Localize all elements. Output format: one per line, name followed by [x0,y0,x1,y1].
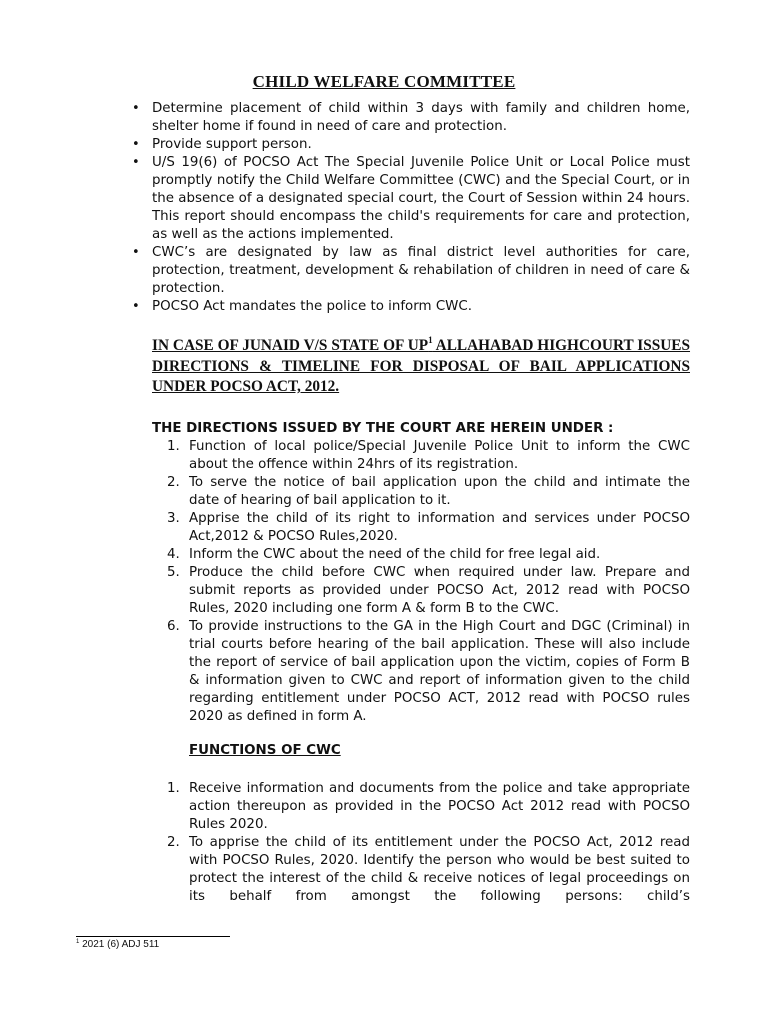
list-text: To apprise the child of its entitlement under the POCSO Act, 2012 read with POCSO Rules, 2020. Identify the person who would be best suited to protect the interest of the child & receive notices of legal proceedings on its behalf from amongst the following persons: child’s [189,835,690,904]
footnote-reference[interactable]: 1 [428,335,433,345]
list-text: Function of local police/Special Juvenile Police Unit to inform the CWC about the offence within 24hrs of its registration. [189,439,690,472]
bullet-item: • CWC’s are designated by law as final district level authorities for care, protection, treatment, development & rehabilation of children in need of care & protection. [152,244,690,298]
list-text: Inform the CWC about the need of the child for free legal aid. [189,547,601,562]
list-number: 1. [167,781,180,796]
list-number: 3. [167,511,180,526]
list-text: Apprise the child of its right to information and services under POCSO Act,2012 & POCSO Rules,2020. [189,511,690,544]
list-number: 6. [167,619,180,634]
footnote-mark: 1 [76,939,80,945]
list-item [167,474,690,510]
functions-list [167,780,690,906]
directions-list [167,438,690,726]
list-number: 4. [167,547,180,562]
list-text: To serve the notice of bail application upon the child and intimate the date of hearing of bail application to it. [189,475,690,508]
case-heading-part2: ALLAHABAD HIGHCOURT ISSUES DIRECTIONS & TIMELINE FOR DISPOSAL OF BAIL APPLICATIONS UNDER POCSO ACT, 2012. [152,337,691,395]
list-number: 1. [167,439,180,454]
list-number: 2. [167,835,180,850]
list-item [167,438,690,474]
functions-heading: FUNCTIONS OF CWC [189,743,341,758]
bullet-item: • POCSO Act mandates the police to inform CWC. [152,298,690,316]
footnote-separator [76,936,230,937]
bullet-item: • Provide support person. [152,136,690,154]
case-heading-part1: IN CASE OF JUNAID V/S STATE OF UP [152,337,429,354]
list-text: Receive information and documents from the police and take appropriate action thereupon as provided in the POCSO Act 2012 read with POCSO Rules 2020. [189,781,690,832]
list-item [167,834,690,906]
footnote-text: 2021 (6) ADJ 511 [79,939,160,950]
list-number: 5. [167,565,180,580]
directions-heading: THE DIRECTIONS ISSUED BY THE COURT ARE HEREIN UNDER : [152,421,614,436]
footnote [76,939,159,951]
cwc-bullet-list [152,100,690,316]
list-item [167,510,690,546]
list-item [167,780,690,834]
list-text: Produce the child before CWC when required under law. Prepare and submit reports as provided under POCSO Act, 2012 read with POCSO Rules, 2020 including one form A & form B to the CWC. [189,565,690,616]
bullet-item: • Determine placement of child within 3 days with family and children home, shelter home if found in need of care and protection. [152,100,690,136]
bullet-item: • U/S 19(6) of POCSO Act The Special Juvenile Police Unit or Local Police must promptly notify the Child Welfare Committee (CWC) and the Special Court, or in the absence of a designated special court, the Court of Session within 24 hours. This report should encompass the child's requirements for care and protection, as well as the actions implemented. [152,154,690,244]
list-item [167,618,690,726]
list-item [167,564,690,618]
page-title: CHILD WELFARE COMMITTEE [252,72,516,91]
list-number: 2. [167,475,180,490]
list-text: To provide instructions to the GA in the High Court and DGC (Criminal) in trial courts before hearing of the bail application. These will also include the report of service of bail application upon the victim, copies of Form B & information given to CWC and report of information given to the child regarding entitlement under POCSO ACT, 2012 read with POCSO rules 2020 as defined in form A. [189,619,690,724]
case-heading [152,336,690,398]
list-item [167,546,690,564]
